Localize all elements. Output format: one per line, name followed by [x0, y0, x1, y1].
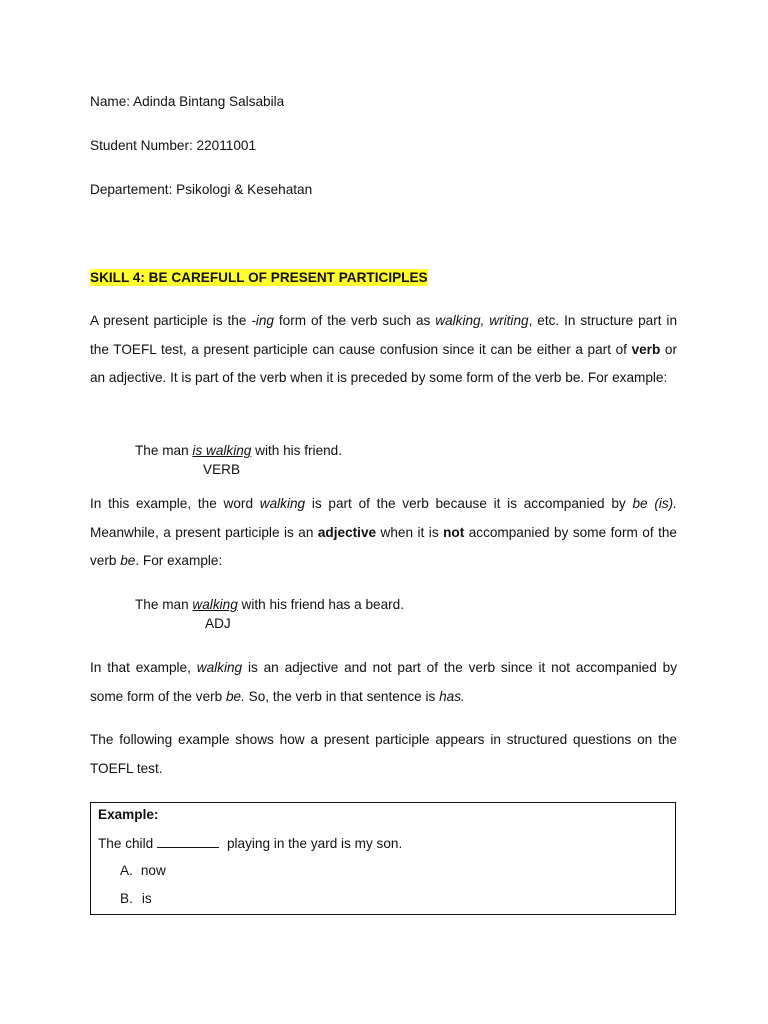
example-1-label: VERB — [203, 462, 241, 477]
text: The man — [135, 443, 193, 458]
text: is an adjective and not part of the verb since it not accompanied by some form of the verb — [90, 660, 678, 704]
underlined-verb: is walking — [192, 443, 252, 458]
text: In this example, the word — [90, 496, 260, 511]
example-2-label: ADJ — [205, 616, 231, 631]
option-letter: B. — [120, 891, 133, 906]
text: Meanwhile, a present participle is an — [90, 524, 318, 540]
italic-be: be — [120, 553, 136, 569]
skill-title — [90, 270, 428, 285]
text: accompanied by some form of the verb — [90, 524, 677, 569]
student-number: Student Number: 22011001 — [90, 138, 257, 153]
example-question — [98, 835, 402, 851]
bold-not: not — [443, 524, 465, 540]
text: A present participle is the — [90, 313, 252, 328]
text: The man — [135, 597, 193, 612]
italic-walking: walking — [196, 660, 243, 675]
text: . For example: — [135, 553, 223, 569]
paragraph-1 — [90, 307, 677, 393]
answer-blank — [157, 835, 219, 848]
option-text: is — [141, 891, 152, 906]
paragraph-4: The following example shows how a present participle appears in structured questions on the TOEFL test. — [90, 732, 677, 776]
option-text: now — [140, 863, 166, 878]
department: Departement: Psikologi & Kesehatan — [90, 182, 313, 197]
student-name: Name: Adinda Bintang Salsabila — [90, 94, 285, 109]
text: , etc. In structure part in the TOEFL test, a present participle can cause confusion since it can be either a part of — [90, 313, 678, 357]
example-1-sentence — [135, 443, 342, 458]
example-2-sentence — [135, 597, 404, 612]
option-b — [120, 891, 152, 906]
text: form of the verb such as — [273, 313, 436, 328]
italic-has: has. — [439, 688, 465, 704]
example-box — [90, 802, 676, 915]
text: So, the verb in that sentence is — [244, 688, 440, 704]
bold-verb: verb — [631, 341, 661, 357]
text: is part of the verb because it is accompanied by — [305, 496, 633, 511]
underlined-adj: walking — [192, 597, 238, 612]
option-letter: A. — [120, 863, 133, 878]
paragraph-2 — [90, 490, 677, 576]
option-a — [120, 863, 166, 878]
text: when it is — [376, 524, 444, 540]
bold-adjective: adjective — [317, 524, 377, 540]
italic-ing: -ing — [251, 313, 274, 328]
italic-be: be. — [226, 688, 245, 704]
text: with his friend. — [251, 443, 343, 458]
example-heading: Example: — [98, 807, 159, 822]
text: or an adjective. It is part of the verb when it is preceded by some form of the verb be. For example: — [90, 341, 677, 386]
skill-title-highlight: SKILL 4: BE CAREFULL OF PRESENT PARTICIPLES — [90, 270, 428, 285]
italic-examples: walking, writing — [435, 313, 529, 328]
question-text: playing in the yard is my son. — [223, 836, 403, 851]
text: In that example, — [90, 660, 197, 675]
question-text: The child — [98, 836, 154, 851]
text: with his friend has a beard. — [237, 597, 405, 612]
italic-be-is: be (is). — [632, 496, 677, 511]
italic-walking: walking — [259, 496, 306, 511]
paragraph-3 — [90, 654, 677, 711]
